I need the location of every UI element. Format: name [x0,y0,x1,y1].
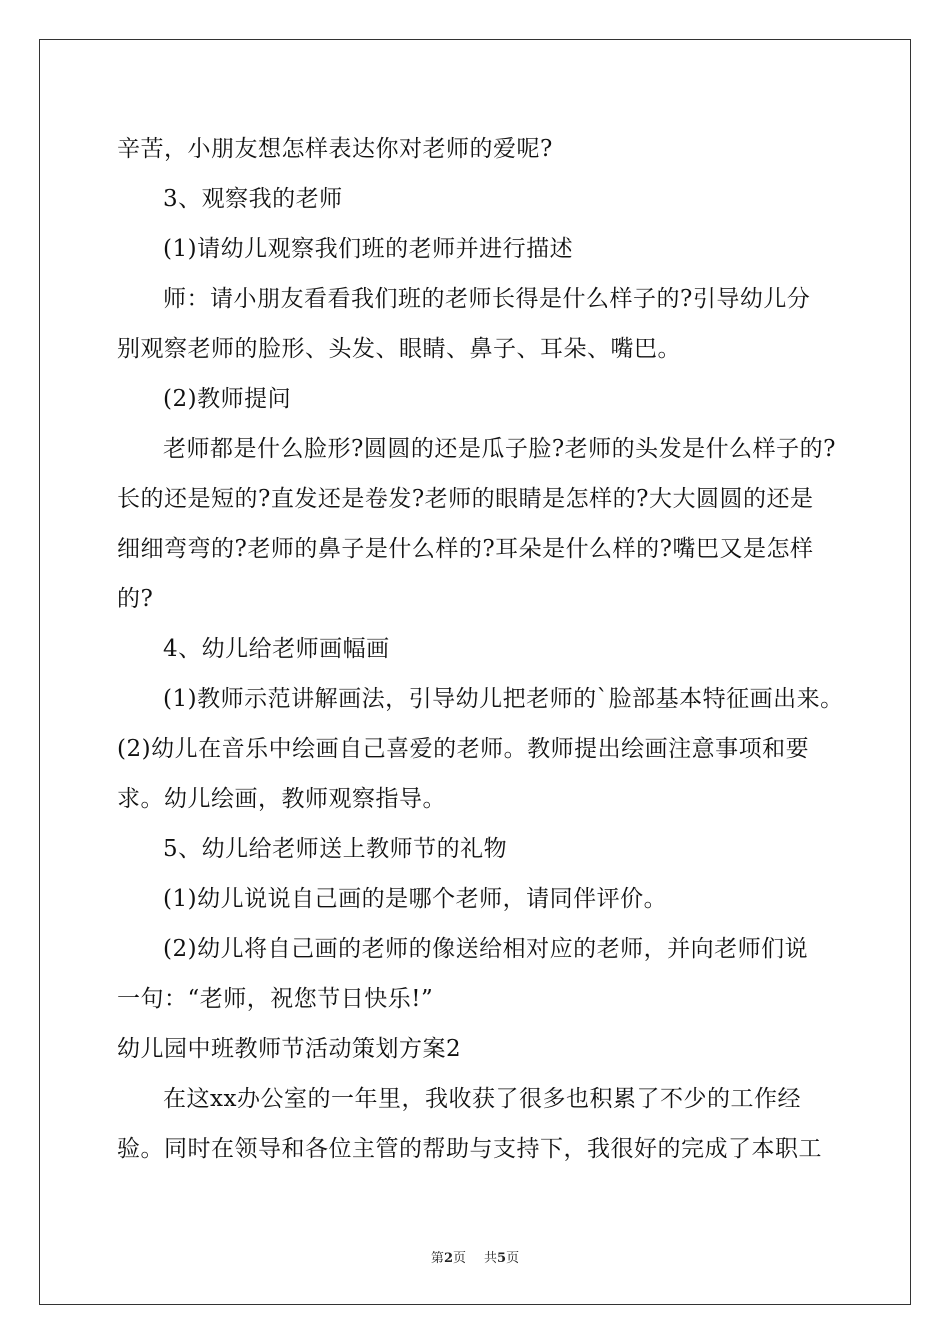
current-page-number: 2 [443,1251,453,1266]
text-line: 一句：“老师，祝您节日快乐!” [117,986,434,1012]
text-line: 老师都是什么脸形?圆圆的还是瓜子脸?老师的头发是什么样子的? [163,436,836,462]
text-line: (1)幼儿说说自己画的是哪个老师，请同伴评价。 [163,886,668,912]
text-line: 4、幼儿给老师画幅画 [163,636,390,662]
total-page-number: 5 [497,1251,507,1266]
page-footer [0,1247,950,1266]
page-suffix: 页 [452,1251,466,1266]
text-line: (1)请幼儿观察我们班的老师并进行描述 [163,236,574,262]
text-line: (2)教师提问 [163,386,292,412]
text-line: 细细弯弯的?老师的鼻子是什么样的?耳朵是什么样的?嘴巴又是怎样 [117,536,814,562]
section-heading: 幼儿园中班教师节活动策划方案2 [117,1036,462,1062]
text-line: 别观察老师的脸形、头发、眼睛、鼻子、耳朵、嘴巴。 [117,336,681,362]
page-prefix: 第 [430,1251,444,1266]
total-prefix: 共 [484,1251,498,1266]
text-line: 在这xx办公室的一年里，我收获了很多也积累了不少的工作经 [163,1086,801,1112]
document-body [117,124,857,1174]
text-line: 长的还是短的?直发还是卷发?老师的眼睛是怎样的?大大圆圆的还是 [117,486,814,512]
text-line: 求。幼儿绘画，教师观察指导。 [117,786,446,812]
text-line: 验。同时在领导和各位主管的帮助与支持下，我很好的完成了本职工 [117,1136,822,1162]
total-suffix: 页 [506,1251,520,1266]
text-line: 师：请小朋友看看我们班的老师长得是什么样子的?引导幼儿分 [163,286,811,312]
text-line: 的? [117,586,154,612]
text-line: (2)幼儿将自己画的老师的像送给相对应的老师，并向老师们说 [163,936,809,962]
text-line: 5、幼儿给老师送上教师节的礼物 [163,836,508,862]
text-line: (2)幼儿在音乐中绘画自己喜爱的老师。教师提出绘画注意事项和要 [117,736,810,762]
text-line: 3、观察我的老师 [163,186,343,212]
text-line: (1)教师示范讲解画法，引导幼儿把老师的`脸部基本特征画出来。 [163,686,844,712]
text-line: 辛苦，小朋友想怎样表达你对老师的爱呢? [117,136,553,162]
